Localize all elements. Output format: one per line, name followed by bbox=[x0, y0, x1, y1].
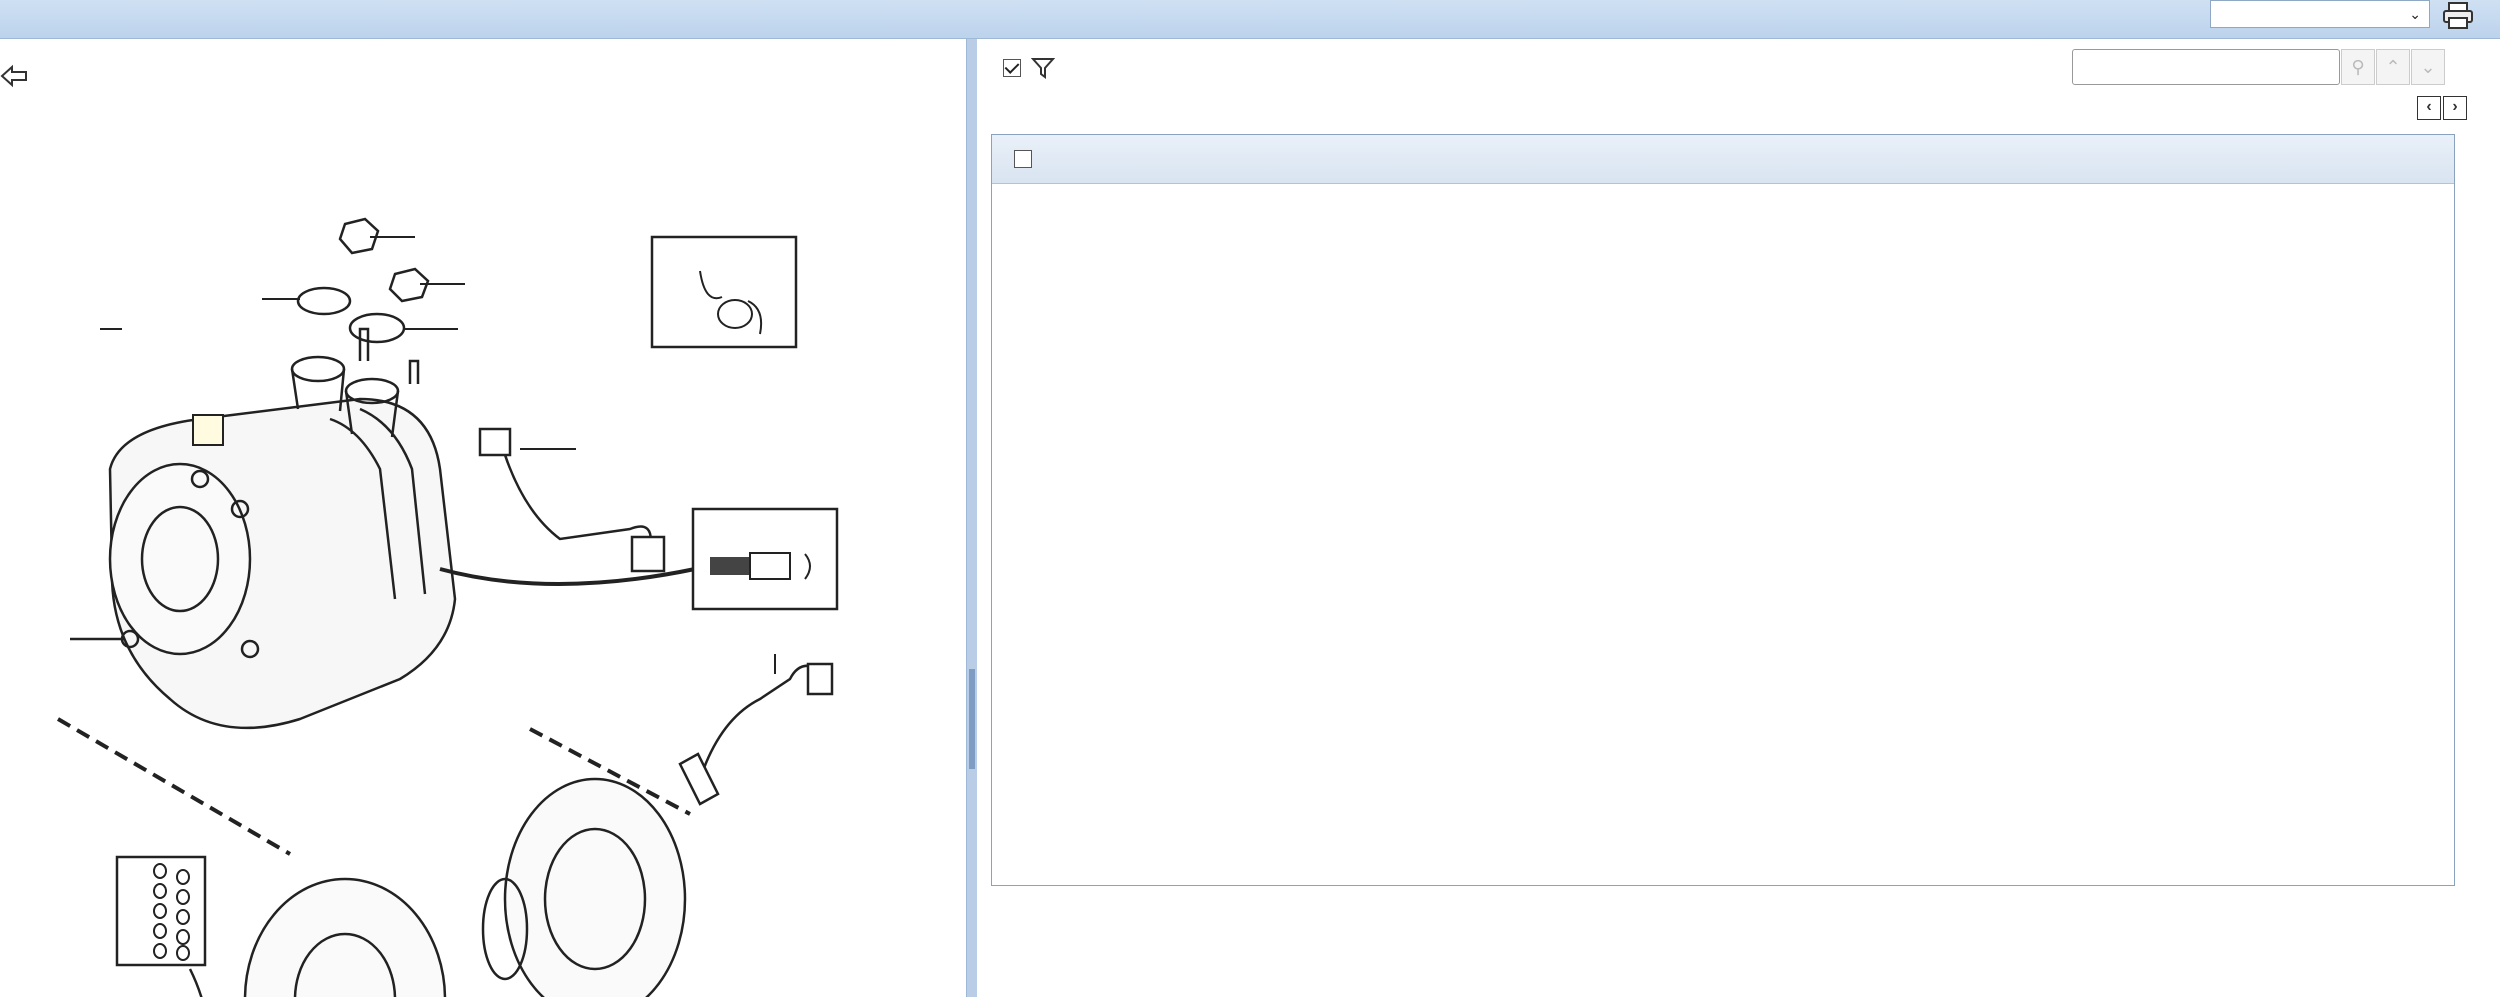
parts-table bbox=[991, 134, 2455, 886]
previous-section-button[interactable]: ‹ bbox=[2417, 96, 2441, 120]
splitter-grip[interactable] bbox=[969, 669, 975, 769]
apply-filters-control bbox=[993, 57, 1055, 79]
chevron-down-icon: ⌄ bbox=[2409, 6, 2421, 22]
apply-filters-checkbox[interactable] bbox=[1003, 59, 1021, 77]
table-header bbox=[992, 135, 2454, 184]
search-input[interactable] bbox=[2072, 49, 2340, 85]
funnel-icon[interactable] bbox=[1031, 57, 1055, 79]
select-all-checkbox[interactable] bbox=[1014, 150, 1032, 168]
illustration-pane bbox=[0, 39, 966, 997]
chevron-up-icon[interactable]: ⌃ bbox=[2376, 49, 2410, 85]
section-nav bbox=[2417, 96, 2467, 120]
language-select[interactable] bbox=[2210, 0, 2430, 28]
parts-diagram bbox=[0, 39, 966, 997]
printer-icon[interactable] bbox=[2440, 0, 2476, 30]
next-section-button[interactable]: › bbox=[2443, 96, 2467, 120]
search-icon[interactable]: ⚲ bbox=[2341, 49, 2375, 85]
chevron-down-icon[interactable]: ⌄ bbox=[2411, 49, 2445, 85]
top-bar bbox=[0, 0, 2500, 39]
parts-list-pane bbox=[977, 39, 2500, 997]
